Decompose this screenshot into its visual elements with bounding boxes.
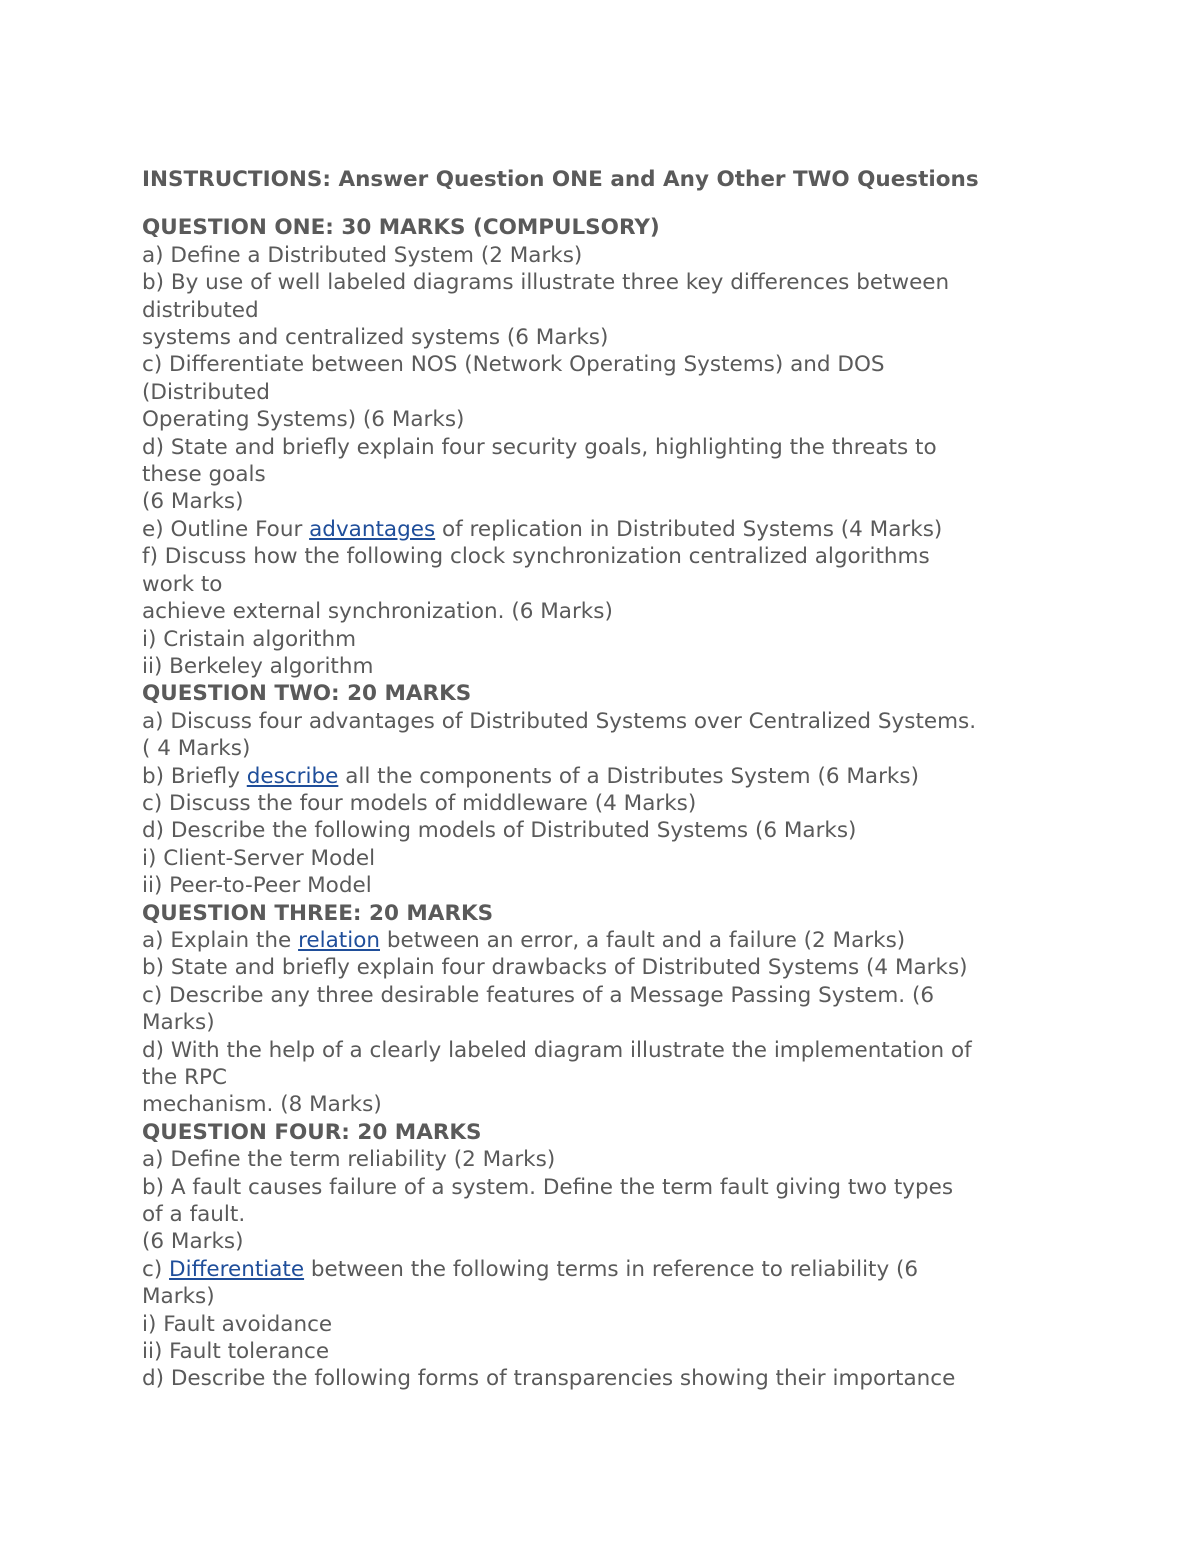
question-line: distributed [142, 297, 259, 323]
question-heading: QUESTION THREE: 20 MARKS [142, 900, 494, 926]
inline-link[interactable]: advantages [309, 516, 436, 542]
question-line: the RPC [142, 1065, 228, 1090]
question-line: systems and centralized systems (6 Marks) [142, 325, 609, 351]
question-line [142, 763, 1072, 790]
question-line-text: e) Outline Four [142, 516, 310, 542]
inline-link[interactable]: Differentiate [169, 1256, 305, 1282]
question-line: ( 4 Marks) [142, 736, 251, 762]
question-line: c) Describe any three desirable features of a Message Passing System. (6 [142, 982, 935, 1008]
question-line-text: of replication in Distributed Systems (4 Marks) [435, 516, 943, 542]
question-line: a) Discuss four advantages of Distributed Systems over Centralized Systems. [142, 708, 977, 734]
question-line: ii) Peer-to-Peer Model [142, 873, 372, 899]
question-line: i) Cristain algorithm [142, 626, 357, 652]
question-line: a) Define the term reliability (2 Marks) [142, 1147, 556, 1173]
question-line: i) Client-Server Model [142, 845, 376, 871]
question-line: c) Differentiate between NOS (Network Operating Systems) and DOS [142, 352, 885, 378]
question-line [142, 516, 1072, 543]
question-line: mechanism. (8 Marks) [142, 1092, 382, 1118]
question-line: d) With the help of a clearly labeled diagram illustrate the implementation of [142, 1037, 972, 1063]
question-heading: QUESTION ONE: 30 MARKS (COMPULSORY) [142, 215, 660, 241]
question-line: c) Discuss the four models of middleware (4 Marks) [142, 790, 697, 816]
question-line-text: a) Explain the [142, 927, 299, 953]
question-line: achieve external synchronization. (6 Marks) [142, 599, 613, 625]
question-line [142, 1256, 1072, 1283]
exam-page [142, 166, 1072, 1393]
question-line-text: between the following terms in reference to reliability (6 [304, 1256, 919, 1282]
question-line: (6 Marks) [142, 489, 244, 515]
question-line: d) Describe the following forms of transparencies showing their importance [142, 1366, 956, 1392]
question-line: work to [142, 571, 223, 597]
question-line: d) State and briefly explain four security goals, highlighting the threats to [142, 434, 937, 460]
question-line: b) By use of well labeled diagrams illustrate three key differences between [142, 270, 950, 296]
question-line: ii) Fault tolerance [142, 1339, 330, 1365]
question-heading: QUESTION TWO: 20 MARKS [142, 681, 472, 707]
question-line-text: c) [142, 1256, 170, 1282]
question-line: Marks) [142, 1284, 215, 1310]
question-line-text: all the components of a Distributes System (6 Marks) [338, 763, 919, 789]
question-line: d) Describe the following models of Distributed Systems (6 Marks) [142, 818, 857, 844]
question-line: Marks) [142, 1010, 215, 1036]
question-line: b) A fault causes failure of a system. Define the term fault giving two types [142, 1174, 954, 1200]
question-line: i) Fault avoidance [142, 1311, 333, 1337]
question-line: ii) Berkeley algorithm [142, 653, 374, 679]
question-line: a) Define a Distributed System (2 Marks) [142, 242, 583, 268]
question-line: b) State and briefly explain four drawbacks of Distributed Systems (4 Marks) [142, 955, 968, 981]
question-line: Operating Systems) (6 Marks) [142, 407, 465, 433]
inline-link[interactable]: relation [298, 927, 380, 953]
question-lines [142, 214, 1072, 1392]
question-heading: QUESTION FOUR: 20 MARKS [142, 1119, 482, 1145]
question-line-text: b) Briefly [142, 763, 247, 789]
question-line [142, 927, 1072, 954]
question-line: (Distributed [142, 379, 270, 405]
instructions-heading: INSTRUCTIONS: Answer Question ONE and Any Other TWO Questions [142, 167, 979, 192]
inline-link[interactable]: describe [246, 763, 339, 789]
question-line: of a fault. [142, 1202, 246, 1228]
question-line: f) Discuss how the following clock synchronization centralized algorithms [142, 544, 930, 570]
question-line: these goals [142, 462, 266, 488]
question-line-text: between an error, a fault and a failure (2 Marks) [380, 927, 906, 953]
question-line: (6 Marks) [142, 1229, 244, 1255]
